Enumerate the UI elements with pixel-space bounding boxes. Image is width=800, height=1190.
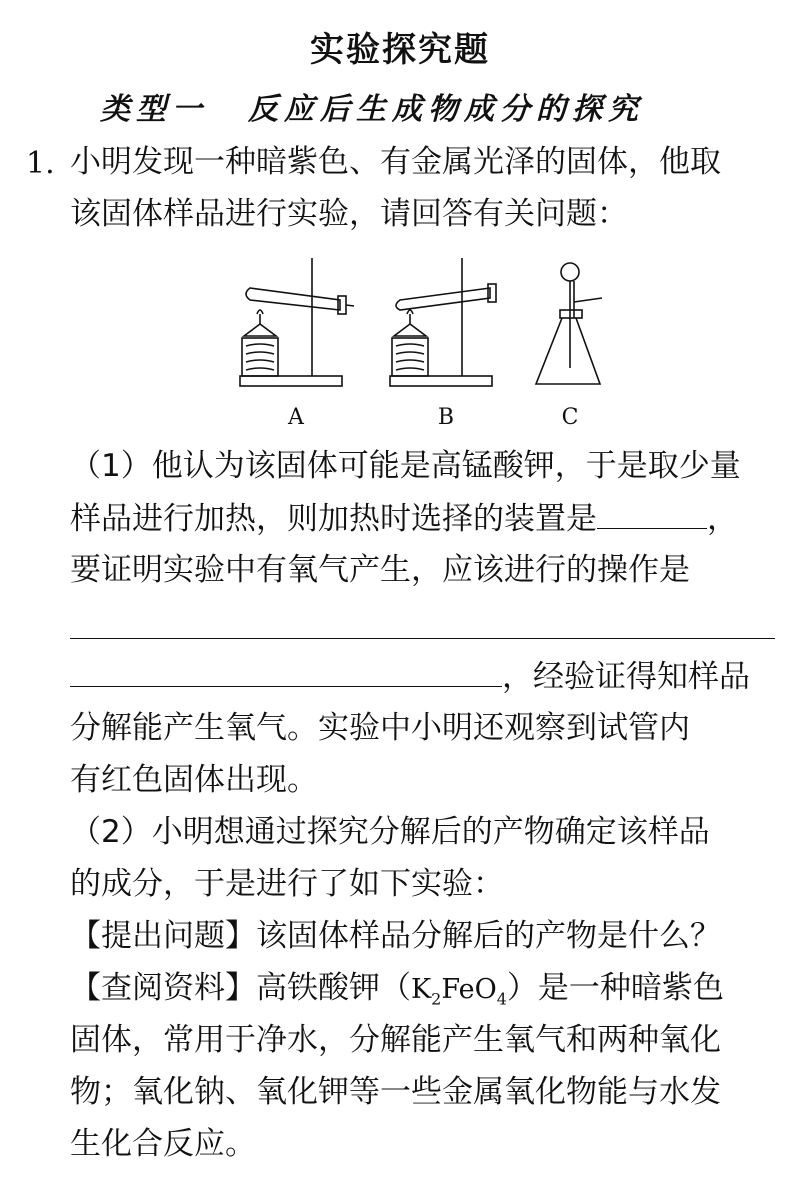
info-line-2: 固体，常用于净水，分解能产生氧气和两种氧化 [70,1022,721,1058]
part1-line-2 [70,498,738,539]
part1-line-2-text: 样品进行加热，则加热时选择的装置是 [70,501,597,537]
info-line-4: 生化合反应。 [70,1126,256,1162]
apparatus-figure [230,258,620,430]
part2-line-2: 的成分，于是进行了如下实验： [70,866,504,902]
info-line-3: 物；氧化钠、氧化钾等一些金属氧化物能与水发 [70,1074,721,1110]
part1-line-5 [70,656,750,697]
ask-question-text: 该固体样品分解后的产物是什么？ [256,918,721,954]
intro-line-1: 小明发现一种暗紫色、有金属光泽的固体，他取 [70,144,721,180]
answer-blank-device[interactable] [597,498,707,529]
info-label: 【查阅资料】 [70,970,256,1006]
answer-blank-operation-2[interactable] [70,656,502,687]
ask-question-line [70,916,721,956]
apparatus-a-drawing [240,258,354,386]
subtitle-type: 类型一 [100,92,208,127]
apparatus-c-drawing [536,263,602,384]
part1-line-6: 分解能产生氧气。实验中小明还观察到试管内 [70,710,690,746]
formula-k2feo4: $K_2FeO_4$ [411,974,507,1009]
ask-question-label: 【提出问题】 [70,918,256,954]
apparatus-b-drawing [390,258,496,386]
section-subtitle [100,84,740,128]
part2-line-1: （2）小明想通过探究分解后的产物确定该样品 [70,814,710,850]
page-title: 实验探究题 [310,30,490,70]
part1-line-3: 要证明实验中有氧气产生，应该进行的操作是 [70,552,690,588]
answer-blank-operation-1[interactable] [70,638,775,639]
figure-label-c: C [561,405,579,430]
info-post: ）是一种暗紫色 [506,970,724,1006]
part1-line-7: 有红色固体出现。 [70,762,318,798]
part1-line-2-end: ， [707,501,738,537]
subtitle-topic: 反应后生成物成分的探究 [248,92,644,127]
question-number: 1. [26,146,55,181]
part1-line-1: （1）他认为该固体可能是高锰酸钾，于是取少量 [70,448,741,484]
part1-line-5-tail: ，经验证得知样品 [502,659,750,695]
intro-line-2: 该固体样品进行实验，请回答有关问题： [70,196,628,232]
figure-label-b: B [437,405,455,430]
info-pre: 高铁酸钾（ [256,970,411,1006]
figure-label-a: A [288,405,304,430]
info-line-1 [70,968,724,1019]
